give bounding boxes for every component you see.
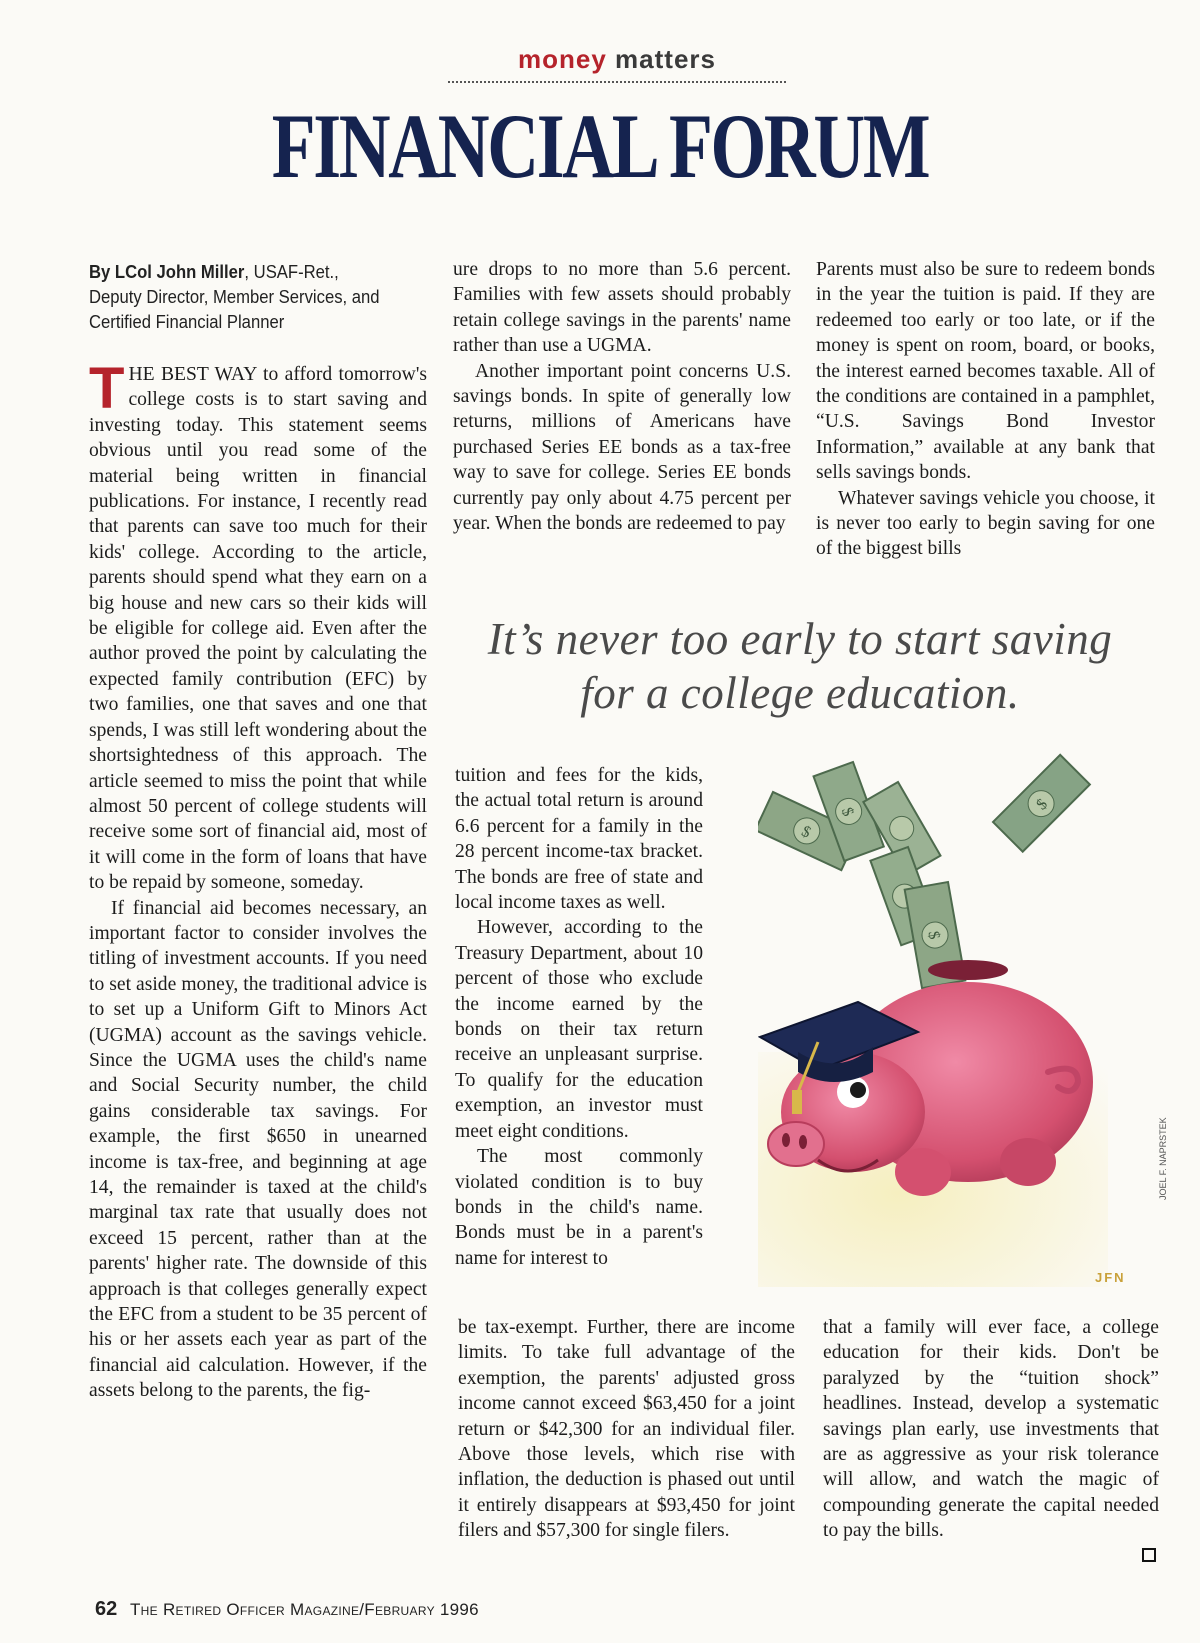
article-column-2 bbox=[453, 257, 791, 536]
pull-quote-line: It’s never too early to start saving bbox=[487, 614, 1113, 664]
article-column-1 bbox=[89, 356, 427, 1404]
end-mark-icon bbox=[1142, 1548, 1156, 1562]
paragraph: be tax-exempt. Further, there are income limits. To take full advantage of the exemption, the parents' adjusted gross income cannot exceed $63,450 for a joint return or $42,300 for an individual filer. Above those levels, which rise with inflation, the deduction is phased out until it entirely disappears at $93,450 for joint filers and $57,300 for single filers. bbox=[458, 1317, 795, 1542]
section-accent: money bbox=[518, 44, 607, 74]
magazine-name: The Retired Officer Magazine/February 1996 bbox=[129, 1600, 479, 1619]
byline bbox=[89, 259, 386, 334]
page-footer bbox=[95, 1598, 479, 1621]
article-column-3 bbox=[816, 257, 1155, 562]
article-column-3-bottom bbox=[823, 1315, 1159, 1544]
artist-signature: JFN bbox=[1095, 1270, 1126, 1285]
paragraph: tuition and fees for the kids, the actual total return is around 6.6 percent for a family in the 28 percent income-tax bracket. The bonds are free of state and local income taxes as well. bbox=[455, 765, 703, 914]
drop-cap: T bbox=[89, 356, 125, 421]
article-column-2-bottom bbox=[458, 1315, 795, 1544]
paragraph: Parents must also be sure to redeem bonds in the year the tuition is paid. If they are redeemed too early or too late, or if the money is spent on room, board, or books, the interest earned becomes taxable. All of the conditions are contained in a pamphlet, “U.S. Savings Bond Investor Information,” available at any bank that sells savings bonds. bbox=[816, 259, 1155, 484]
section-rest: matters bbox=[615, 44, 716, 74]
svg-text:$: $ bbox=[837, 805, 857, 819]
author-name: By LCol John Miller bbox=[89, 261, 245, 282]
paragraph: Whatever savings vehicle you choose, it is never too early to begin saving for one of the biggest bills bbox=[816, 487, 1155, 560]
illustration-credit: JOEL F. NAPRSTEK bbox=[1158, 1117, 1168, 1200]
paragraph: Another important point concerns U.S. savings bonds. In spite of generally low returns, millions of Americans have purchased Series EE bonds as a tax-free way to save for college. Series EE bonds currently pay only about 4.75 percent per year. When the bonds are redeemed to pay bbox=[453, 360, 791, 535]
page-number: 62 bbox=[95, 1598, 118, 1620]
paragraph-text: HE BEST WAY to afford tomorrow's college costs is to start saving and investing today. This statement seems obvious until you read some of the material being written in financial publications. For instance, I recently read that parents can save too much for their kids' college. According to the article, parents should spend what they earn on a big house and new cars so their kids will be eligible for college aid. Even after the author proved the point by calculating the expected family contribution (EFC) by two families, one that saves and one that spends, I was still left wondering about the shortsightedness of this approach. The article seemed to miss the point that while almost 50 percent of college students will receive some sort of financial aid, most of it will come in the form of loans that have to be repaid by someone, someday. bbox=[89, 364, 427, 894]
paragraph: The most commonly violated condition is to buy bonds in the child's name. Bonds must be in a parent's name for interest to bbox=[455, 1146, 703, 1269]
svg-text:$: $ bbox=[1033, 795, 1051, 814]
pull-quote bbox=[440, 612, 1160, 720]
svg-text:$: $ bbox=[924, 929, 943, 941]
svg-text:$: $ bbox=[798, 822, 814, 842]
paragraph: ure drops to no more than 5.6 percent. Families with few assets should probably retain college savings in the parents' name rather than use a UGMA. bbox=[453, 259, 791, 357]
paragraph: However, according to the Treasury Department, about 10 percent of those who exclude the income earned by the bonds on their tax return receive an unpleasant surprise. To qualify for the education exemption, an investor must meet eight conditions. bbox=[455, 917, 703, 1142]
paragraph: that a family will ever face, a college education for their kids. Don't be paralyzed by the “tuition shock” headlines. Instead, develop a systematic savings plan early, use investments that are as aggressive as your risk tolerance will allow, and watch the magic of compounding generate the capital needed to pay the bills. bbox=[823, 1317, 1159, 1542]
dollar-bill-icon bbox=[993, 755, 1090, 852]
pull-quote-line: for a college education. bbox=[580, 668, 1020, 718]
section-header bbox=[448, 44, 786, 83]
author-credentials: , USAF-Ret., Deputy Director, Member Services, and Certified Financial Planner bbox=[89, 261, 380, 332]
paragraph bbox=[89, 356, 427, 896]
paragraph: If financial aid becomes necessary, an important factor to consider involves the titling of investment accounts. If you need to set aside money, the traditional advice is to set up a Uniform Gift to Minors Act (UGMA) account as the savings vehicle. Since the UGMA uses the child's name and Social Security number, the child gains considerable tax savings. For example, the first $650 in unearned income is tax-free, and beginning at age 14, the remainder is taxed at the child's marginal tax rate that usually does not exceed 15 percent, rather than at the parents' higher rate. The downside of this approach is that colleges generally expect the EFC from a student to be 35 percent of his or her assets each year as part of the financial aid calculation. However, if the assets belong to the parents, the fig- bbox=[89, 897, 427, 1402]
article-column-2-continued bbox=[455, 763, 703, 1271]
page-title: FINANCIAL FORUM bbox=[271, 95, 929, 197]
piggy-bank-illustration bbox=[758, 752, 1183, 1287]
